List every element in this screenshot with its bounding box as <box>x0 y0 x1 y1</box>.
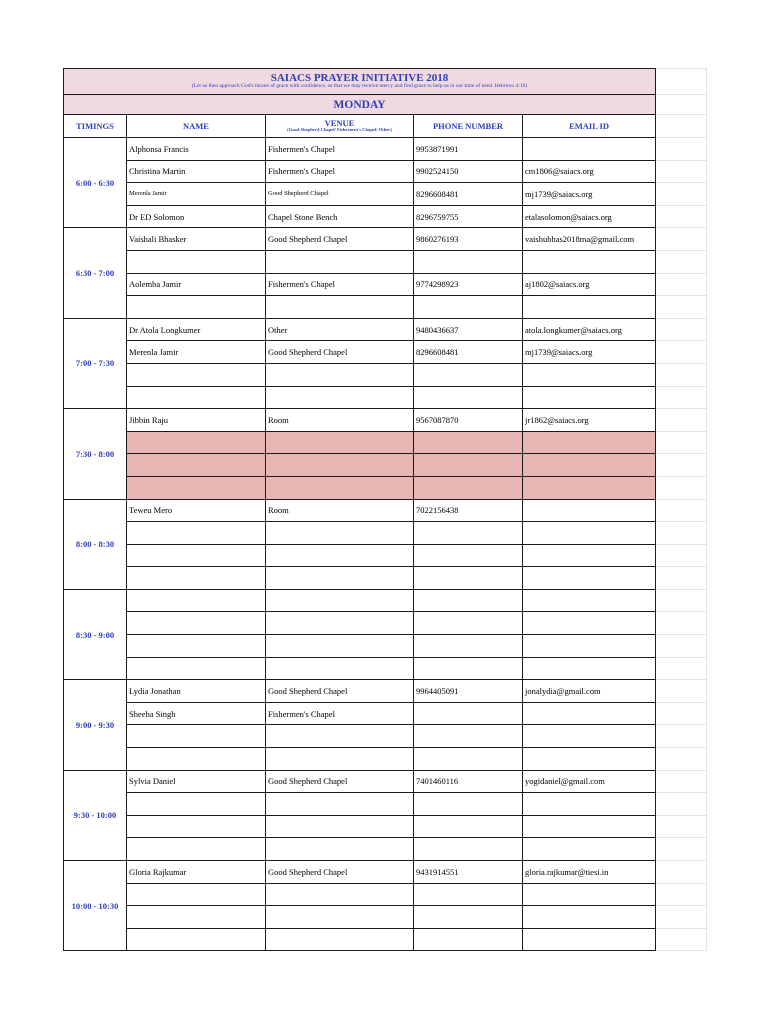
email-cell[interactable] <box>523 906 656 929</box>
phone-cell[interactable] <box>414 793 523 816</box>
venue-cell[interactable]: Fishermen's Chapel <box>266 138 414 161</box>
empty-cell[interactable] <box>656 815 707 838</box>
phone-cell[interactable] <box>414 725 523 748</box>
phone-cell[interactable]: 9964405091 <box>414 680 523 703</box>
venue-cell[interactable] <box>266 544 414 567</box>
table-row <box>64 386 707 409</box>
email-cell[interactable] <box>523 635 656 658</box>
name-cell[interactable] <box>127 635 266 658</box>
empty-cell[interactable] <box>656 522 707 545</box>
name-cell[interactable] <box>127 544 266 567</box>
day-row <box>64 95 707 115</box>
empty-cell[interactable] <box>656 409 707 432</box>
sheet-subtitle: (Let us then approach God's throne of grace with confidence, so that we may receive mercy and find grace to help us in our time of need. Hebrews 4:16) <box>191 83 528 90</box>
name-cell[interactable] <box>127 431 266 454</box>
email-cell[interactable]: yogidaniel@gmail.com <box>523 770 656 793</box>
venue-cell[interactable] <box>266 567 414 590</box>
venue-cell[interactable]: Fishermen's Chapel <box>266 160 414 183</box>
sheet-title: SAIACS PRAYER INITIATIVE 2018 <box>270 71 449 84</box>
schedule-table <box>63 68 707 951</box>
email-cell[interactable] <box>523 522 656 545</box>
name-cell[interactable]: Aolemba Jamir <box>127 273 266 296</box>
name-cell[interactable]: Lydia Jonathan <box>127 680 266 703</box>
venue-cell[interactable] <box>266 476 414 499</box>
email-cell[interactable] <box>523 499 656 522</box>
venue-cell[interactable] <box>266 793 414 816</box>
name-cell[interactable]: Sheeba Singh <box>127 702 266 725</box>
empty-cell[interactable] <box>656 431 707 454</box>
empty-cell[interactable] <box>656 544 707 567</box>
email-cell[interactable] <box>523 793 656 816</box>
table-row <box>64 748 707 771</box>
phone-cell[interactable] <box>414 589 523 612</box>
header-phone[interactable]: PHONE NUMBER <box>414 115 523 138</box>
email-cell[interactable] <box>523 928 656 951</box>
header-venue-label: VENUE <box>324 118 355 129</box>
email-cell[interactable] <box>523 250 656 273</box>
phone-cell[interactable]: 8296608481 <box>414 341 523 364</box>
time-slot-cell[interactable]: 7:30 - 8:00 <box>64 409 127 499</box>
table-row <box>64 702 707 725</box>
venue-cell[interactable]: Other <box>266 318 414 341</box>
email-cell[interactable] <box>523 748 656 771</box>
email-cell[interactable] <box>523 657 656 680</box>
table-row <box>64 363 707 386</box>
time-slot-cell[interactable]: 6:00 - 6:30 <box>64 138 127 228</box>
phone-cell[interactable]: 9480436637 <box>414 318 523 341</box>
table-row <box>64 657 707 680</box>
venue-cell[interactable] <box>266 635 414 658</box>
time-slot-cell[interactable]: 9:00 - 9:30 <box>64 680 127 770</box>
phone-cell[interactable] <box>414 748 523 771</box>
table-row <box>64 612 707 635</box>
table-row <box>64 861 707 884</box>
venue-cell[interactable]: Room <box>266 499 414 522</box>
header-name[interactable]: NAME <box>127 115 266 138</box>
phone-cell[interactable] <box>414 838 523 861</box>
header-row <box>64 115 707 138</box>
phone-cell[interactable] <box>414 928 523 951</box>
name-cell[interactable] <box>127 567 266 590</box>
empty-cell[interactable] <box>656 793 707 816</box>
table-row <box>64 341 707 364</box>
email-cell[interactable] <box>523 589 656 612</box>
table-row <box>64 883 707 906</box>
email-cell[interactable] <box>523 431 656 454</box>
name-cell[interactable]: Gloria Rajkumar <box>127 861 266 884</box>
email-cell[interactable] <box>523 363 656 386</box>
name-cell[interactable]: Dr Atola Longkumer <box>127 318 266 341</box>
phone-cell[interactable] <box>414 296 523 319</box>
phone-cell[interactable] <box>414 702 523 725</box>
email-cell[interactable] <box>523 544 656 567</box>
empty-cell[interactable] <box>656 725 707 748</box>
table-row <box>64 522 707 545</box>
email-cell[interactable]: vaishubhas2018ma@gmail.com <box>523 228 656 251</box>
name-cell[interactable] <box>127 454 266 477</box>
venue-cell[interactable] <box>266 725 414 748</box>
empty-cell[interactable] <box>656 770 707 793</box>
empty-cell[interactable] <box>656 138 707 161</box>
table-row <box>64 793 707 816</box>
time-slot-cell[interactable]: 7:00 - 7:30 <box>64 318 127 408</box>
empty-cell[interactable] <box>656 296 707 319</box>
email-cell[interactable] <box>523 567 656 590</box>
venue-cell[interactable]: Good Shepherd Chapel <box>266 770 414 793</box>
phone-cell[interactable]: 9953871991 <box>414 138 523 161</box>
title-row <box>64 69 707 95</box>
name-cell[interactable] <box>127 250 266 273</box>
empty-cell[interactable] <box>656 69 707 95</box>
name-cell[interactable] <box>127 476 266 499</box>
empty-cell[interactable] <box>656 748 707 771</box>
table-row <box>64 318 707 341</box>
venue-cell[interactable] <box>266 363 414 386</box>
venue-cell[interactable]: Good Shepherd Chapel <box>266 183 414 206</box>
venue-cell[interactable] <box>266 250 414 273</box>
prayer-schedule-sheet <box>63 68 706 951</box>
phone-cell[interactable] <box>414 250 523 273</box>
phone-cell[interactable] <box>414 906 523 929</box>
name-cell[interactable] <box>127 793 266 816</box>
email-cell[interactable] <box>523 296 656 319</box>
name-cell[interactable]: Vaishali Bhasker <box>127 228 266 251</box>
name-cell[interactable]: Dr ED Solomon <box>127 205 266 228</box>
empty-cell[interactable] <box>656 906 707 929</box>
table-row <box>64 815 707 838</box>
email-cell[interactable] <box>523 702 656 725</box>
table-row <box>64 454 707 477</box>
name-cell[interactable] <box>127 725 266 748</box>
table-row <box>64 499 707 522</box>
name-cell[interactable] <box>127 612 266 635</box>
phone-cell[interactable]: 7401460116 <box>414 770 523 793</box>
email-cell[interactable]: cm1806@saiacs.org <box>523 160 656 183</box>
empty-cell[interactable] <box>656 205 707 228</box>
empty-cell[interactable] <box>656 363 707 386</box>
empty-cell[interactable] <box>656 499 707 522</box>
empty-cell[interactable] <box>656 657 707 680</box>
table-row <box>64 906 707 929</box>
empty-cell[interactable] <box>656 318 707 341</box>
empty-cell[interactable] <box>656 273 707 296</box>
table-row <box>64 138 707 161</box>
table-row <box>64 567 707 590</box>
empty-cell[interactable] <box>656 702 707 725</box>
venue-cell[interactable]: Room <box>266 409 414 432</box>
name-cell[interactable] <box>127 928 266 951</box>
phone-cell[interactable] <box>414 815 523 838</box>
venue-cell[interactable] <box>266 815 414 838</box>
venue-cell[interactable] <box>266 838 414 861</box>
name-cell[interactable]: Christina Martin <box>127 160 266 183</box>
empty-cell[interactable] <box>656 250 707 273</box>
name-cell[interactable] <box>127 589 266 612</box>
empty-cell[interactable] <box>656 160 707 183</box>
phone-cell[interactable] <box>414 476 523 499</box>
table-row <box>64 476 707 499</box>
empty-cell[interactable] <box>656 567 707 590</box>
table-row <box>64 205 707 228</box>
phone-cell[interactable] <box>414 612 523 635</box>
phone-cell[interactable]: 8296759755 <box>414 205 523 228</box>
email-cell[interactable] <box>523 138 656 161</box>
phone-cell[interactable]: 9774298923 <box>414 273 523 296</box>
name-cell[interactable] <box>127 657 266 680</box>
empty-cell[interactable] <box>656 612 707 635</box>
phone-cell[interactable]: 9902524150 <box>414 160 523 183</box>
table-row <box>64 228 707 251</box>
phone-cell[interactable] <box>414 544 523 567</box>
table-row <box>64 296 707 319</box>
header-venue-options: (Good Shepherd Chapel/ Fishermen's Chapel/ Other) <box>287 126 392 132</box>
name-cell[interactable] <box>127 522 266 545</box>
phone-cell[interactable] <box>414 363 523 386</box>
email-cell[interactable]: gloria.rajkumar@tiesi.in <box>523 861 656 884</box>
phone-cell[interactable] <box>414 567 523 590</box>
time-slot-cell[interactable]: 6:30 - 7:00 <box>64 228 127 318</box>
table-row <box>64 160 707 183</box>
table-row <box>64 544 707 567</box>
email-cell[interactable]: mj1739@saiacs.org <box>523 341 656 364</box>
email-cell[interactable] <box>523 454 656 477</box>
phone-cell[interactable] <box>414 635 523 658</box>
name-cell[interactable]: Merenla Jamir <box>127 183 266 206</box>
name-cell[interactable]: Alphonsa Francis <box>127 138 266 161</box>
time-slot-cell[interactable]: 10:00 - 10:30 <box>64 861 127 951</box>
venue-cell[interactable]: Chapel Stone Bench <box>266 205 414 228</box>
name-cell[interactable] <box>127 906 266 929</box>
table-row <box>64 770 707 793</box>
table-row <box>64 250 707 273</box>
table-row <box>64 589 707 612</box>
email-cell[interactable]: atola.longkumer@saiacs.org <box>523 318 656 341</box>
email-cell[interactable]: aj1802@saiacs.org <box>523 273 656 296</box>
venue-cell[interactable]: Good Shepherd Chapel <box>266 228 414 251</box>
venue-cell[interactable]: Fishermen's Chapel <box>266 273 414 296</box>
empty-cell[interactable] <box>656 341 707 364</box>
phone-cell[interactable]: 9860276193 <box>414 228 523 251</box>
header-venue[interactable] <box>266 115 414 138</box>
table-row <box>64 725 707 748</box>
name-cell[interactable] <box>127 748 266 771</box>
venue-cell[interactable] <box>266 296 414 319</box>
time-slot-cell[interactable]: 8:00 - 8:30 <box>64 499 127 589</box>
empty-cell[interactable] <box>656 183 707 206</box>
table-row <box>64 635 707 658</box>
venue-cell[interactable] <box>266 612 414 635</box>
phone-cell[interactable] <box>414 883 523 906</box>
empty-cell[interactable] <box>656 883 707 906</box>
venue-cell[interactable] <box>266 883 414 906</box>
empty-cell[interactable] <box>656 454 707 477</box>
venue-cell[interactable]: Fishermen's Chapel <box>266 702 414 725</box>
name-cell[interactable] <box>127 296 266 319</box>
venue-cell[interactable] <box>266 928 414 951</box>
email-cell[interactable] <box>523 883 656 906</box>
venue-cell[interactable]: Good Shepherd Chapel <box>266 680 414 703</box>
table-row <box>64 838 707 861</box>
time-slot-cell[interactable]: 8:30 - 9:00 <box>64 589 127 679</box>
day-label[interactable]: MONDAY <box>64 95 656 115</box>
title-cell[interactable] <box>64 69 656 95</box>
empty-cell[interactable] <box>656 95 707 115</box>
empty-cell[interactable] <box>656 838 707 861</box>
phone-cell[interactable]: 7022156438 <box>414 499 523 522</box>
name-cell[interactable]: Jibbin Raju <box>127 409 266 432</box>
empty-cell[interactable] <box>656 861 707 884</box>
venue-cell[interactable]: Good Shepherd Chapel <box>266 341 414 364</box>
empty-cell[interactable] <box>656 386 707 409</box>
email-cell[interactable] <box>523 386 656 409</box>
phone-cell[interactable] <box>414 454 523 477</box>
email-cell[interactable] <box>523 476 656 499</box>
header-timings[interactable]: TIMINGS <box>64 115 127 138</box>
empty-cell[interactable] <box>656 635 707 658</box>
phone-cell[interactable] <box>414 657 523 680</box>
email-cell[interactable] <box>523 725 656 748</box>
empty-cell[interactable] <box>656 589 707 612</box>
table-row <box>64 928 707 951</box>
email-cell[interactable] <box>523 815 656 838</box>
email-cell[interactable] <box>523 838 656 861</box>
venue-cell[interactable] <box>266 431 414 454</box>
phone-cell[interactable] <box>414 522 523 545</box>
name-cell[interactable]: Sylvia Daniel <box>127 770 266 793</box>
table-row <box>64 273 707 296</box>
email-cell[interactable]: jr1862@saiacs.org <box>523 409 656 432</box>
phone-cell[interactable] <box>414 431 523 454</box>
email-cell[interactable] <box>523 612 656 635</box>
name-cell[interactable]: Merenla Jamir <box>127 341 266 364</box>
venue-cell[interactable] <box>266 589 414 612</box>
table-row <box>64 680 707 703</box>
empty-cell[interactable] <box>656 115 707 138</box>
venue-cell[interactable]: Good Shepherd Chapel <box>266 861 414 884</box>
table-row <box>64 409 707 432</box>
time-slot-cell[interactable]: 9:30 - 10:00 <box>64 770 127 860</box>
empty-cell[interactable] <box>656 680 707 703</box>
phone-cell[interactable]: 9431914551 <box>414 861 523 884</box>
empty-cell[interactable] <box>656 476 707 499</box>
phone-cell[interactable]: 8296608481 <box>414 183 523 206</box>
name-cell[interactable] <box>127 363 266 386</box>
empty-cell[interactable] <box>656 228 707 251</box>
venue-cell[interactable] <box>266 454 414 477</box>
header-email[interactable]: EMAIL ID <box>523 115 656 138</box>
phone-cell[interactable] <box>414 386 523 409</box>
email-cell[interactable]: mj1739@saiacs.org <box>523 183 656 206</box>
venue-cell[interactable] <box>266 748 414 771</box>
name-cell[interactable]: Teweu Mero <box>127 499 266 522</box>
venue-cell[interactable] <box>266 386 414 409</box>
venue-cell[interactable] <box>266 657 414 680</box>
name-cell[interactable] <box>127 815 266 838</box>
name-cell[interactable] <box>127 883 266 906</box>
table-row <box>64 431 707 454</box>
table-row <box>64 183 707 206</box>
empty-cell[interactable] <box>656 928 707 951</box>
email-cell[interactable]: jonalydia@gmail.com <box>523 680 656 703</box>
email-cell[interactable]: etalasolomon@saiacs.org <box>523 205 656 228</box>
venue-cell[interactable] <box>266 906 414 929</box>
phone-cell[interactable]: 9567087870 <box>414 409 523 432</box>
name-cell[interactable] <box>127 386 266 409</box>
name-cell[interactable] <box>127 838 266 861</box>
venue-cell[interactable] <box>266 522 414 545</box>
